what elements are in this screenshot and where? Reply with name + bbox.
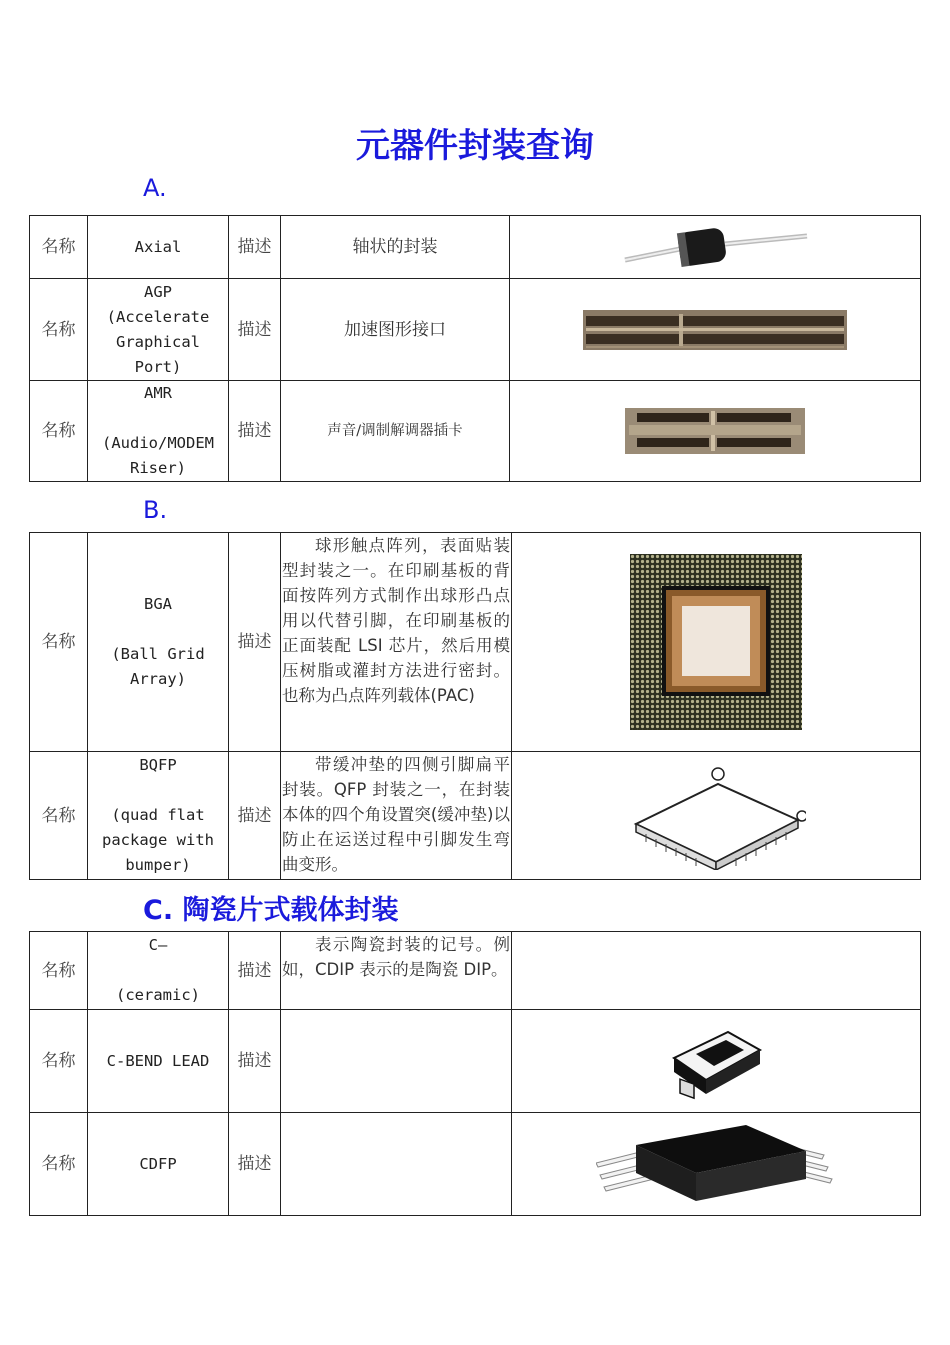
- desc-label: 描述: [229, 279, 281, 381]
- name-label: 名称: [30, 1113, 88, 1216]
- package-table-a: [29, 215, 921, 482]
- package-name: C-BEND LEAD: [88, 1010, 229, 1113]
- package-desc: 球形触点阵列，表面贴装型封装之一。在印刷基板的背面按阵列方式制作出球形凸点用以代替引脚，在印刷基板的正面装配 LSI 芯片，然后用模压树脂或灌封方法进行密封。也称为凸点阵列载体(PAC): [281, 533, 512, 752]
- page-title: 元器件封装查询: [356, 126, 594, 166]
- desc-label: 描述: [229, 216, 281, 279]
- c-bend-lead-image: [512, 1010, 921, 1113]
- desc-label: 描述: [229, 381, 281, 482]
- package-name: CDFP: [88, 1113, 229, 1216]
- package-name: Axial: [88, 216, 229, 279]
- bga-chip-image: [512, 533, 921, 752]
- table-row: [30, 932, 921, 1010]
- section-b-heading: B.: [143, 496, 168, 524]
- desc-label: 描述: [229, 1113, 281, 1216]
- name-label: 名称: [30, 1010, 88, 1113]
- section-a-heading: A.: [143, 174, 167, 202]
- name-label: 名称: [30, 279, 88, 381]
- desc-label: 描述: [229, 533, 281, 752]
- package-desc: 带缓冲垫的四侧引脚扁平封装。QFP 封装之一，在封装本体的四个角设置突(缓冲垫)以 防止在运送过程中引脚发生弯曲变形。: [281, 752, 512, 880]
- name-label: 名称: [30, 216, 88, 279]
- package-name: BQFP (quad flat package with bumper): [88, 752, 229, 880]
- table-row: [30, 1010, 921, 1113]
- package-name: BGA (Ball Grid Array): [88, 533, 229, 752]
- cdfp-chip-image: [512, 1113, 921, 1216]
- package-desc: 加速图形接口: [281, 279, 510, 381]
- name-label: 名称: [30, 752, 88, 880]
- package-desc: 表示陶瓷封装的记号。例如，CDIP 表示的是陶瓷 DIP。: [281, 932, 512, 1010]
- table-row: [30, 533, 921, 752]
- bqfp-chip-image: [512, 752, 921, 880]
- package-table-c: [29, 931, 921, 1216]
- agp-slot-image: [510, 279, 921, 381]
- desc-label: 描述: [229, 752, 281, 880]
- name-label: 名称: [30, 932, 88, 1010]
- section-c-heading: C. 陶瓷片式载体封装: [143, 895, 399, 926]
- desc-label: 描述: [229, 932, 281, 1010]
- table-row: [30, 1113, 921, 1216]
- name-label: 名称: [30, 381, 88, 482]
- package-desc: [281, 1010, 512, 1113]
- name-label: 名称: [30, 533, 88, 752]
- package-name: AGP (Accelerate Graphical Port): [88, 279, 229, 381]
- package-desc: 声音/调制解调器插卡: [281, 381, 510, 482]
- table-row: [30, 216, 921, 279]
- axial-diode-image: [510, 216, 921, 279]
- package-desc: [281, 1113, 512, 1216]
- empty-image-cell: [512, 932, 921, 1010]
- table-row: [30, 279, 921, 381]
- table-row: [30, 381, 921, 482]
- package-table-b: [29, 532, 921, 880]
- table-row: [30, 752, 921, 880]
- package-name: AMR (Audio/MODEM Riser): [88, 381, 229, 482]
- package-name: C— (ceramic): [88, 932, 229, 1010]
- desc-label: 描述: [229, 1010, 281, 1113]
- amr-slot-image: [510, 381, 921, 482]
- package-desc: 轴状的封装: [281, 216, 510, 279]
